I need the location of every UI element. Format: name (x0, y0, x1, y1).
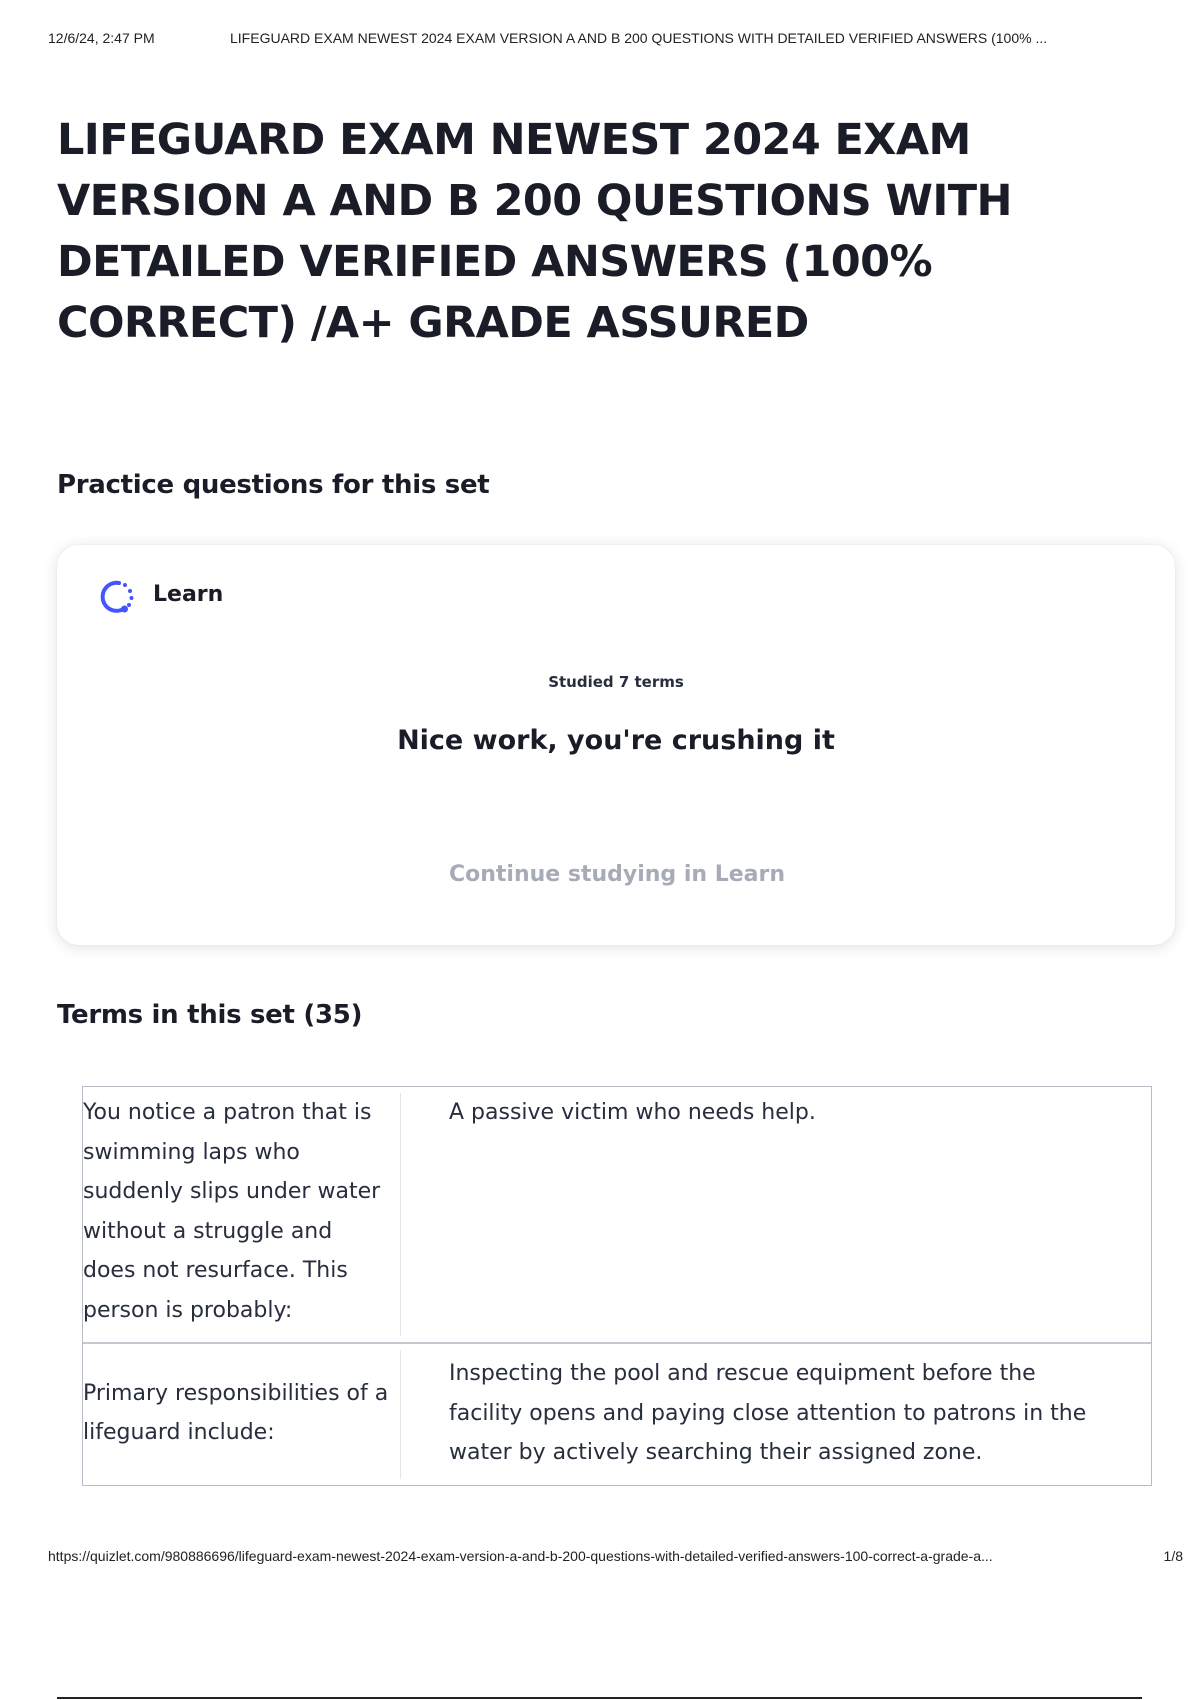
page-url: https://quizlet.com/980886696/lifeguard-exam-newest-2024-exam-version-a-and-b-200-questions-with-detailed-verified-answers-100-correct-a-grade-a... (48, 1548, 993, 1564)
terms-heading: Terms in this set (35) (57, 1000, 363, 1030)
print-header (48, 30, 1178, 52)
continue-learn-button[interactable]: Continue studying in Learn (417, 850, 817, 900)
print-date: 12/6/24, 2:47 PM (48, 30, 155, 46)
term-text: Primary responsibilities of a lifeguard include: (83, 1380, 389, 1446)
table-row (83, 1342, 1151, 1485)
page-title: LIFEGUARD EXAM NEWEST 2024 EXAM VERSION A AND B 200 QUESTIONS WITH DETAILED VERIFIED ANSWERS (100% CORRECT) /A+ GRADE ASSURED (57, 115, 1012, 348)
learn-progress-icon (95, 575, 139, 619)
term-text: You notice a patron that is swimming laps who suddenly slips under water without a struggle and does not resurface. This person is probably: (83, 1100, 381, 1323)
table-row (83, 1087, 1151, 1342)
term-cell (83, 1093, 401, 1336)
praise-message: Nice work, you're crushing it (397, 725, 835, 756)
term-cell (83, 1350, 401, 1479)
studied-count: Studied 7 terms (548, 673, 684, 691)
print-footer (48, 1548, 1183, 1570)
terms-table (82, 1086, 1152, 1486)
practice-heading: Practice questions for this set (57, 470, 490, 500)
learn-card (57, 545, 1175, 945)
print-header-title: LIFEGUARD EXAM NEWEST 2024 EXAM VERSION A AND B 200 QUESTIONS WITH DETAILED VERIFIED ANSWERS (100% ... (230, 30, 1048, 46)
definition-cell: Inspecting the pool and rescue equipment before the facility opens and paying close attention to patrons in the water by actively searching their assigned zone. (449, 1361, 1087, 1465)
bottom-divider (57, 1697, 1142, 1699)
learn-label: Learn (153, 582, 224, 607)
definition-cell: A passive victim who needs help. (449, 1100, 816, 1125)
page-number: 1/8 (1163, 1548, 1183, 1564)
